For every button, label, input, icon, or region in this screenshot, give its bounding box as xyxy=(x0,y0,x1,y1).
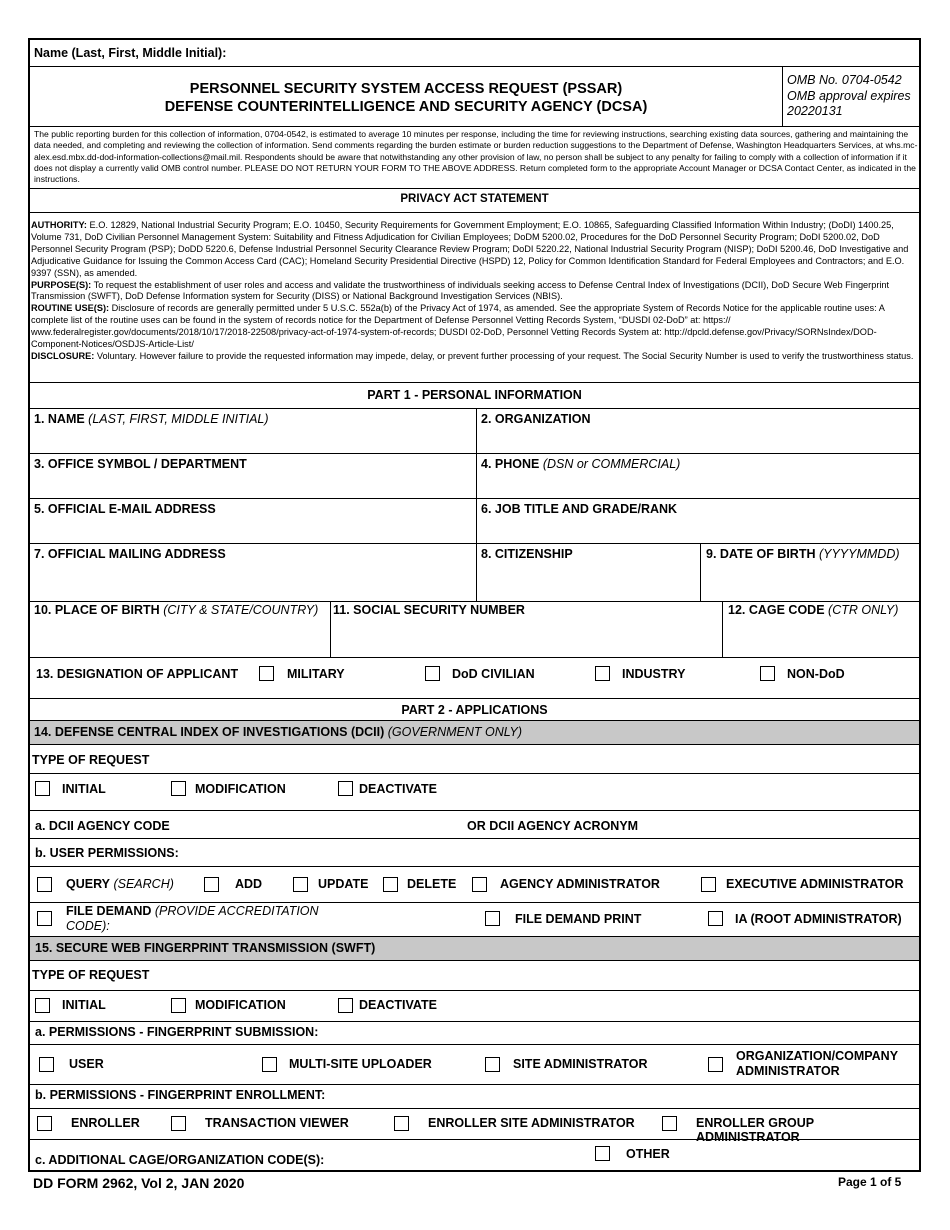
swft-modification-checkbox[interactable] xyxy=(171,998,186,1013)
swft-initial-checkbox[interactable] xyxy=(35,998,50,1013)
other-checkbox[interactable] xyxy=(595,1146,610,1161)
industry-checkbox[interactable] xyxy=(595,666,610,681)
non-dod-checkbox[interactable] xyxy=(760,666,775,681)
field-7-mailing-address[interactable]: 7. OFFICIAL MAILING ADDRESS xyxy=(34,547,226,561)
file-demand-label: FILE DEMAND (PROVIDE ACCREDITATION CODE): xyxy=(66,904,319,933)
title-line-2: DEFENSE COUNTERINTELLIGENCE AND SECURITY AGENCY (DCSA) xyxy=(164,99,648,115)
transaction-viewer-label: TRANSACTION VIEWER xyxy=(205,1116,349,1130)
fingerprint-submission-heading: a. PERMISSIONS - FINGERPRINT SUBMISSION: xyxy=(35,1025,319,1039)
dcii-deactivate-label: DEACTIVATE xyxy=(359,782,438,796)
update-checkbox[interactable] xyxy=(293,877,308,892)
purpose-paragraph: PURPOSE(S): To request the establishment of user roles and access and validate the trustworthiness of individuals seeking access to Defense Central Index of Investigations (DCII), DoD Secure Web Fingerprint Transmission (SWFT), DoD Defense Information system for Security (DISS) or National Background Investigation Services (NBIS). xyxy=(31,279,890,302)
dcii-agency-code[interactable]: a. DCII AGENCY CODE xyxy=(35,819,170,833)
file-demand-checkbox[interactable] xyxy=(37,911,52,926)
field-6-job-title[interactable]: 6. JOB TITLE AND GRADE/RANK xyxy=(481,502,678,516)
ia-root-checkbox[interactable] xyxy=(708,911,723,926)
agency-admin-label: AGENCY ADMINISTRATOR xyxy=(500,877,660,891)
disclosure-paragraph: DISCLOSURE: Voluntary. However failure to provide the requested information may impede, delay, or prevent further processing of your request. The Social Security Number is used to verify the trustworthiness status. xyxy=(31,350,914,361)
section-14-heading: 14. DEFENSE CENTRAL INDEX OF INVESTIGATIONS (DCII) (GOVERNMENT ONLY) xyxy=(34,725,523,739)
org-admin-label: ORGANIZATION/COMPANY ADMINISTRATOR xyxy=(736,1049,899,1078)
field-4-phone[interactable]: 4. PHONE (DSN or COMMERCIAL) xyxy=(481,457,681,471)
enroller-group-admin-checkbox[interactable] xyxy=(662,1116,677,1131)
dcii-initial-checkbox[interactable] xyxy=(35,781,50,796)
field-5-email[interactable]: 5. OFFICIAL E-MAIL ADDRESS xyxy=(34,502,216,516)
swft-modification-label: MODIFICATION xyxy=(195,998,286,1012)
field-8-citizenship[interactable]: 8. CITIZENSHIP xyxy=(481,547,573,561)
enroller-site-admin-label: ENROLLER SITE ADMINISTRATOR xyxy=(428,1116,635,1130)
user-label: USER xyxy=(69,1057,104,1071)
query-checkbox[interactable] xyxy=(37,877,52,892)
swft-deactivate-checkbox[interactable] xyxy=(338,998,353,1013)
field-11-ssn[interactable]: 11. SOCIAL SECURITY NUMBER xyxy=(333,603,525,617)
query-label: QUERY (SEARCH) xyxy=(66,877,174,891)
routine-use-paragraph: ROUTINE USE(S): Disclosure of records are generally permitted under 5 U.S.C. 552a(b) of the Privacy Act of 1974, as amended. See the appropriate System of Records Notice for the applicable routine uses: A complete list of the routine uses can be found in the system of records notice for the Department of Defense Personnel Vetting Records System, “DUSDI 02-DoD” at: https:// www.federalregister.gov/documents/2018/10/17/2018-22508/privacy-act-of-1974-system-of-records; DUSDI 02-DoD, Personnel Vetting Records System at: http://dpcld.defense.gov/Privacy/SORNsIndex/DOD-Component-Notices/OSDJS-Article-List/ xyxy=(31,303,885,350)
part1-heading: PART 1 - PERSONAL INFORMATION xyxy=(367,388,582,402)
form-title xyxy=(30,80,782,116)
form-id: DD FORM 2962, Vol 2, JAN 2020 xyxy=(33,1175,245,1191)
field-2-organization[interactable]: 2. ORGANIZATION xyxy=(481,412,591,426)
military-label: MILITARY xyxy=(287,667,345,681)
multi-site-label: MULTI-SITE UPLOADER xyxy=(289,1057,432,1071)
multi-site-checkbox[interactable] xyxy=(262,1057,277,1072)
dcii-initial-label: INITIAL xyxy=(62,782,106,796)
additional-cage-codes[interactable]: c. ADDITIONAL CAGE/ORGANIZATION CODE(S): xyxy=(35,1153,325,1167)
fingerprint-enrollment-heading: b. PERMISSIONS - FINGERPRINT ENROLLMENT: xyxy=(35,1088,326,1102)
add-label: ADD xyxy=(235,877,263,891)
agency-admin-checkbox[interactable] xyxy=(472,877,487,892)
site-admin-checkbox[interactable] xyxy=(485,1057,500,1072)
enroller-group-admin-label: ENROLLER GROUP ADMINISTRATOR xyxy=(696,1116,814,1144)
burden-statement: The public reporting burden for this collection of information, 0704-0542, is estimated to average 10 minutes per response, including the time for reviewing instructions, searching existing data sources, gathering and maintaining the data needed, and completing and reviewing the collection of information. Send comments regarding the burden estimate or burden reduction suggestions to the Department of Defense, Washington Headquarters Services, at whs.mc-alex.esd.mbx.dd-dod-information-collections@mail.mil. Respondents should be aware that notwithstanding any other provision of law, no person shall be subject to any penalty for failing to comply with a collection of information if it does not display a currently valid OMB control number. PLEASE DO NOT RETURN YOUR FORM TO THE ABOVE ADDRESS. Return completed form to the appropriate Account Manager or DCSA Contact Center, as indicated in the instructions. xyxy=(34,129,918,185)
site-admin-label: SITE ADMINISTRATOR xyxy=(513,1057,648,1071)
authority-paragraph: AUTHORITY: E.O. 12829, National Industrial Security Program; E.O. 10450, Security Requirements for Government Employment; E.O. 10865, Safeguarding Classified Information Within Industry; (DoDI) 1400.25, Volume 731, DoD Civilian Personnel Management System: Suitability and Fitness Adjudication for Civilian Employees; DoDM 5200.02, Procedures for the DoD Personnel Security Program; DoDI 5200.02, DoD Personnel Security Program (PSP); DoDD 5220.6, Defense Industrial Personnel Security Clearance Review Program; DoDI 5220.22, National Industrial Security Program (NISP); DoDI 5200.46, DoD Investigative and Adjudicative Guidance for Issuing the Common Access Card (CAC); Homeland Security Presidential Directive (HSPD) 12, Policy for Common Identification Standard for Federal Employees and Contractors; and E.O. 9397 (SSN), as amended. xyxy=(31,220,909,278)
dcii-user-permissions: b. USER PERMISSIONS: xyxy=(35,846,179,860)
other-label: OTHER xyxy=(626,1147,670,1161)
dcii-agency-acronym[interactable]: OR DCII AGENCY ACRONYM xyxy=(467,819,639,833)
part2-heading: PART 2 - APPLICATIONS xyxy=(401,703,548,717)
swft-deactivate-label: DEACTIVATE xyxy=(359,998,438,1012)
military-checkbox[interactable] xyxy=(259,666,274,681)
enroller-site-admin-checkbox[interactable] xyxy=(394,1116,409,1131)
file-demand-print-label: FILE DEMAND PRINT xyxy=(515,912,642,926)
privacy-heading: PRIVACY ACT STATEMENT xyxy=(400,193,549,205)
field-9-date-of-birth[interactable]: 9. DATE OF BIRTH (YYYYMMDD) xyxy=(706,547,900,561)
field-13-designation: 13. DESIGNATION OF APPLICANT xyxy=(36,667,239,681)
industry-label: INDUSTRY xyxy=(622,667,686,681)
form-frame xyxy=(28,38,921,1172)
ia-root-label: IA (ROOT ADMINISTRATOR) xyxy=(735,912,902,926)
enroller-checkbox[interactable] xyxy=(37,1116,52,1131)
user-checkbox[interactable] xyxy=(39,1057,54,1072)
dcii-deactivate-checkbox[interactable] xyxy=(338,781,353,796)
page-number: Page 1 of 5 xyxy=(838,1175,902,1189)
non-dod-label: NON-DoD xyxy=(787,667,845,681)
omb-block xyxy=(787,73,911,120)
file-demand-print-checkbox[interactable] xyxy=(485,911,500,926)
transaction-viewer-checkbox[interactable] xyxy=(171,1116,186,1131)
field-10-place-of-birth[interactable]: 10. PLACE OF BIRTH (CITY & STATE/COUNTRY) xyxy=(34,603,319,617)
dcii-modification-label: MODIFICATION xyxy=(195,782,286,796)
privacy-act-statement xyxy=(31,220,918,363)
omb-expires: OMB approval expires xyxy=(787,88,911,103)
delete-label: DELETE xyxy=(407,877,457,891)
add-checkbox[interactable] xyxy=(204,877,219,892)
dod-civilian-label: DoD CIVILIAN xyxy=(452,667,535,681)
field-1-name[interactable]: 1. NAME (LAST, FIRST, MIDDLE INITIAL) xyxy=(34,412,269,426)
enroller-label: ENROLLER xyxy=(71,1116,140,1130)
field-12-cage-code[interactable]: 12. CAGE CODE (CTR ONLY) xyxy=(728,603,899,617)
dcii-type-of-request: TYPE OF REQUEST xyxy=(32,753,150,767)
omb-date: 20220131 xyxy=(787,104,843,118)
org-admin-checkbox[interactable] xyxy=(708,1057,723,1072)
exec-admin-checkbox[interactable] xyxy=(701,877,716,892)
section-15-heading: 15. SECURE WEB FINGERPRINT TRANSMISSION (SWFT) xyxy=(35,941,376,955)
dod-civilian-checkbox[interactable] xyxy=(425,666,440,681)
omb-number: OMB No. 0704-0542 xyxy=(787,73,902,87)
delete-checkbox[interactable] xyxy=(383,877,398,892)
swft-type-of-request: TYPE OF REQUEST xyxy=(32,968,150,982)
top-name-label: Name (Last, First, Middle Initial): xyxy=(34,46,227,60)
title-line-1: PERSONNEL SECURITY SYSTEM ACCESS REQUEST (PSSAR) xyxy=(189,81,623,97)
field-3-office-symbol[interactable]: 3. OFFICE SYMBOL / DEPARTMENT xyxy=(34,457,247,471)
update-label: UPDATE xyxy=(318,877,369,891)
exec-admin-label: EXECUTIVE ADMINISTRATOR xyxy=(726,877,904,891)
dcii-modification-checkbox[interactable] xyxy=(171,781,186,796)
swft-initial-label: INITIAL xyxy=(62,998,106,1012)
